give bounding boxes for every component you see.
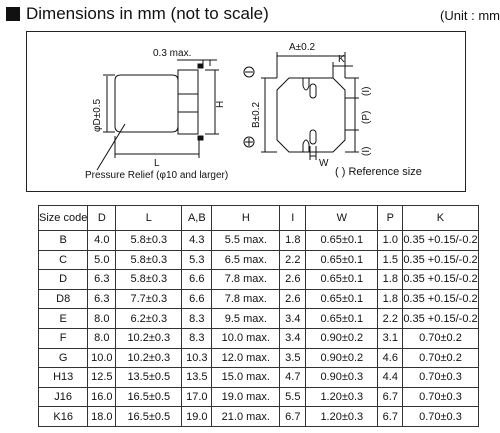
table-body [39, 231, 479, 427]
table-cell: 16.5±0.5 [116, 407, 182, 427]
table-cell: 5.8±0.3 [116, 250, 182, 270]
table-cell: K16 [39, 407, 88, 427]
label-h: H [215, 100, 226, 108]
table-cell: 7.7±0.3 [116, 289, 182, 309]
lead-slot-bottom [310, 130, 316, 144]
label-w: W [319, 158, 329, 169]
table-cell: D8 [39, 289, 88, 309]
table-cell: 1.20±0.3 [306, 387, 378, 407]
table-cell: 4.7 [280, 368, 306, 388]
dimension-drawing [26, 31, 466, 192]
table-row [39, 368, 479, 388]
table-cell: 3.5 [280, 348, 306, 368]
section-title: Dimensions in mm (not to scale) [26, 4, 269, 23]
table-cell: 10.2±0.3 [116, 348, 182, 368]
terminal-top [303, 78, 309, 90]
table-cell: 0.70±0.2 [403, 328, 478, 348]
table-header-row [39, 206, 479, 231]
section-header [0, 0, 500, 28]
table-cell: 0.70±0.2 [403, 348, 478, 368]
label-i-top: (I) [361, 86, 372, 96]
table-cell: 8.0 [88, 309, 116, 329]
lead-slot-top [310, 84, 316, 98]
capacitor-body-side [115, 75, 178, 132]
label-thickness: 0.3 max. [153, 48, 192, 59]
table-cell: 10.0 max. [212, 328, 280, 348]
table-cell: 5.8±0.3 [116, 231, 182, 251]
table-row [39, 309, 479, 329]
table-cell: 5.5 max. [212, 231, 280, 251]
table-row [39, 250, 479, 270]
header-size-code [39, 206, 88, 231]
table-row [39, 348, 479, 368]
table-cell: 0.65±0.1 [306, 231, 378, 251]
table-cell: E [39, 309, 88, 329]
table-cell: 4.0 [88, 231, 116, 251]
table-cell: 0.70±0.3 [403, 407, 478, 427]
table-cell: 12.0 max. [212, 348, 280, 368]
table-cell: 0.65±0.1 [306, 250, 378, 270]
table-cell: 10.0 [88, 348, 116, 368]
table-cell: 13.5±0.5 [116, 368, 182, 388]
table-cell: 4.3 [182, 231, 212, 251]
table-cell: 8.0 [88, 328, 116, 348]
table-row [39, 328, 479, 348]
header-p: P [378, 206, 403, 231]
table-cell: 6.7 [378, 387, 403, 407]
table-cell: 17.0 [182, 387, 212, 407]
table-cell: J16 [39, 387, 88, 407]
table-cell: 8.3 [182, 328, 212, 348]
table-cell: 7.8 max. [212, 270, 280, 290]
table-cell: 0.35 +0.15/-0.2 [403, 309, 478, 329]
table-cell: 1.8 [378, 289, 403, 309]
table-cell: 0.90±0.2 [306, 348, 378, 368]
table-cell: 6.7 [378, 407, 403, 427]
label-a: A±0.2 [289, 42, 316, 53]
table-cell: 0.90±0.2 [306, 328, 378, 348]
table-cell: 6.6 [182, 270, 212, 290]
table-cell: F [39, 328, 88, 348]
table-cell: D [39, 270, 88, 290]
table-cell: 1.8 [280, 231, 306, 251]
table-cell: 1.8 [378, 270, 403, 290]
header-k: K [403, 206, 478, 231]
header-d: D [88, 206, 116, 231]
capacitor-body-bottom [277, 78, 345, 152]
table-cell: 19.0 max. [212, 387, 280, 407]
table-cell: 0.35 +0.15/-0.2 [403, 250, 478, 270]
table-cell: 10.3 [182, 348, 212, 368]
table-cell: 5.8±0.3 [116, 270, 182, 290]
label-phi-d: φD±0.5 [92, 98, 103, 132]
table-cell: 0.90±0.3 [306, 368, 378, 388]
table-cell: 3.4 [280, 309, 306, 329]
table-row [39, 289, 479, 309]
table-cell: 2.2 [280, 250, 306, 270]
table-cell: 0.35 +0.15/-0.2 [403, 270, 478, 290]
capacitor-base [178, 70, 198, 134]
table-row [39, 407, 479, 427]
table-cell: C [39, 250, 88, 270]
table-cell: 0.65±0.1 [306, 289, 378, 309]
table-cell: 1.5 [378, 250, 403, 270]
table-cell: 6.5 max. [212, 250, 280, 270]
label-b: B±0.2 [251, 101, 262, 128]
table-cell: 12.5 [88, 368, 116, 388]
table-cell: 6.3 [88, 289, 116, 309]
table-cell: 0.65±0.1 [306, 309, 378, 329]
table-cell: 0.35 +0.15/-0.2 [403, 231, 478, 251]
unit-note: (Unit : mm [440, 8, 500, 23]
table-cell: 5.5 [280, 387, 306, 407]
table-cell: 7.8 max. [212, 289, 280, 309]
table-cell: 0.65±0.1 [306, 270, 378, 290]
label-l: L [154, 158, 160, 169]
terminal-bottom [303, 140, 309, 152]
label-i-bottom: (I) [361, 146, 372, 156]
table-cell: 16.0 [88, 387, 116, 407]
table-cell: 2.6 [280, 270, 306, 290]
table-cell: 3.4 [280, 328, 306, 348]
header-w: W [306, 206, 378, 231]
table-cell: 5.0 [88, 250, 116, 270]
table-row [39, 387, 479, 407]
table-cell: B [39, 231, 88, 251]
table-cell: 1.0 [378, 231, 403, 251]
table-cell: 6.6 [182, 289, 212, 309]
table-cell: 2.2 [378, 309, 403, 329]
reference-size-note: ( ) Reference size [335, 166, 422, 178]
header-i: I [280, 206, 306, 231]
table-cell: 0.35 +0.15/-0.2 [403, 289, 478, 309]
label-p: (P) [361, 110, 372, 124]
header-size-code-label: Size code [39, 211, 88, 224]
table-cell: 15.0 max. [212, 368, 280, 388]
table-cell: 21.0 max. [212, 407, 280, 427]
table-cell: 9.5 max. [212, 309, 280, 329]
table-cell: 2.6 [280, 289, 306, 309]
table-cell: 4.6 [378, 348, 403, 368]
table-cell: G [39, 348, 88, 368]
table-cell: 6.7 [280, 407, 306, 427]
table-cell: 8.3 [182, 309, 212, 329]
label-pressure-relief: Pressure Relief (φ10 and larger) [85, 170, 229, 181]
header-l: L [116, 206, 182, 231]
table-cell: 0.70±0.3 [403, 368, 478, 388]
label-k: K [338, 54, 345, 65]
table-cell: 10.2±0.3 [116, 328, 182, 348]
table-cell: 6.3 [88, 270, 116, 290]
lead-top [198, 64, 203, 68]
table-cell: 18.0 [88, 407, 116, 427]
table-row [39, 231, 479, 251]
table-cell: 5.3 [182, 250, 212, 270]
bullet-square-icon [6, 7, 20, 21]
table-cell: 13.5 [182, 368, 212, 388]
table-cell: 1.20±0.3 [306, 407, 378, 427]
table-cell: 16.5±0.5 [116, 387, 182, 407]
table-cell: 6.2±0.3 [116, 309, 182, 329]
header-h: H [212, 206, 280, 231]
table-cell: 3.1 [378, 328, 403, 348]
table-cell: 4.4 [378, 368, 403, 388]
table-cell: H13 [39, 368, 88, 388]
table-cell: 0.70±0.3 [403, 387, 478, 407]
header-ab: A,B [182, 206, 212, 231]
table-row [39, 270, 479, 290]
dimensions-table [38, 205, 479, 427]
table-cell: 19.0 [182, 407, 212, 427]
